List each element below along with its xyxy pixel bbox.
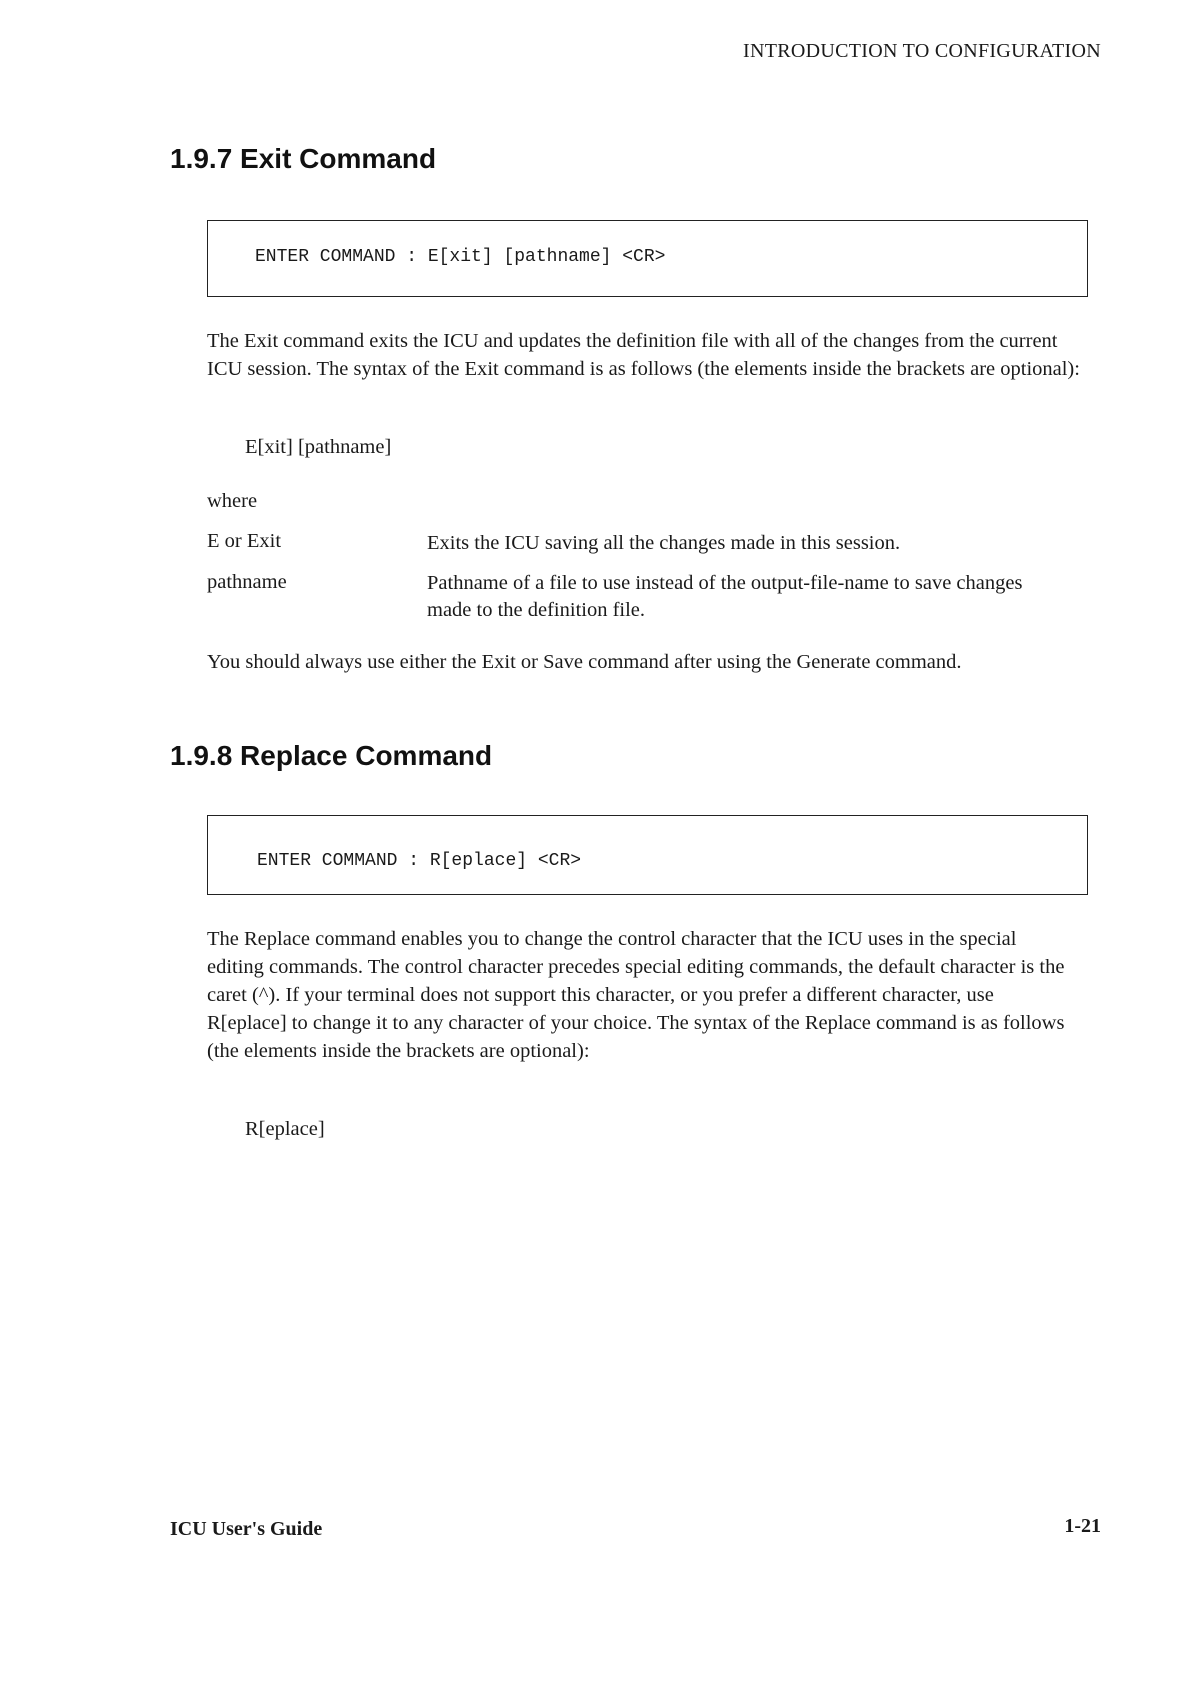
exit-note: You should always use either the Exit or Save command after using the Generate command. bbox=[207, 651, 962, 673]
command-line-replace: ENTER COMMAND : R[eplace] <CR> bbox=[257, 851, 582, 871]
definition-term: pathname bbox=[207, 571, 287, 593]
where-label: where bbox=[207, 490, 258, 512]
page-number: 1-21 bbox=[1064, 1515, 1101, 1537]
exit-syntax: E[xit] [pathname] bbox=[245, 436, 392, 458]
footer-guide-title: ICU User's Guide bbox=[170, 1518, 323, 1540]
section-title-replace: 1.9.8 Replace Command bbox=[170, 740, 493, 771]
definition-desc: Exits the ICU saving all the changes made in this session. bbox=[427, 532, 901, 554]
exit-description bbox=[207, 327, 1087, 383]
replace-description bbox=[207, 925, 1067, 1065]
definition-desc: Pathname of a file to use instead of the output-file-name to save changes made to the definition file. bbox=[427, 572, 1023, 621]
command-box-replace bbox=[207, 815, 1088, 895]
running-head: INTRODUCTION TO CONFIGURATION bbox=[743, 40, 1101, 62]
definition-term: E or Exit bbox=[207, 530, 282, 552]
section-title-exit: 1.9.7 Exit Command bbox=[170, 143, 437, 174]
exit-description-text: The Exit command exits the ICU and updates the definition file with all of the changes from the current ICU session. The syntax of the Exit command is as follows (the elements inside the brackets are optional): bbox=[207, 330, 1080, 380]
replace-syntax: R[eplace] bbox=[245, 1118, 325, 1140]
replace-description-text: The Replace command enables you to change the control character that the ICU uses in the special editing commands. The control character precedes special editing commands, the default character is the caret (^). If your terminal does not support this character, or you prefer a different character, use R[eplace] to change it to any character of your choice. The syntax of the Replace command is as follows (the elements inside the brackets are optional): bbox=[207, 928, 1065, 1062]
command-line-exit: ENTER COMMAND : E[xit] [pathname] <CR> bbox=[255, 247, 666, 267]
command-box-exit bbox=[207, 220, 1088, 297]
